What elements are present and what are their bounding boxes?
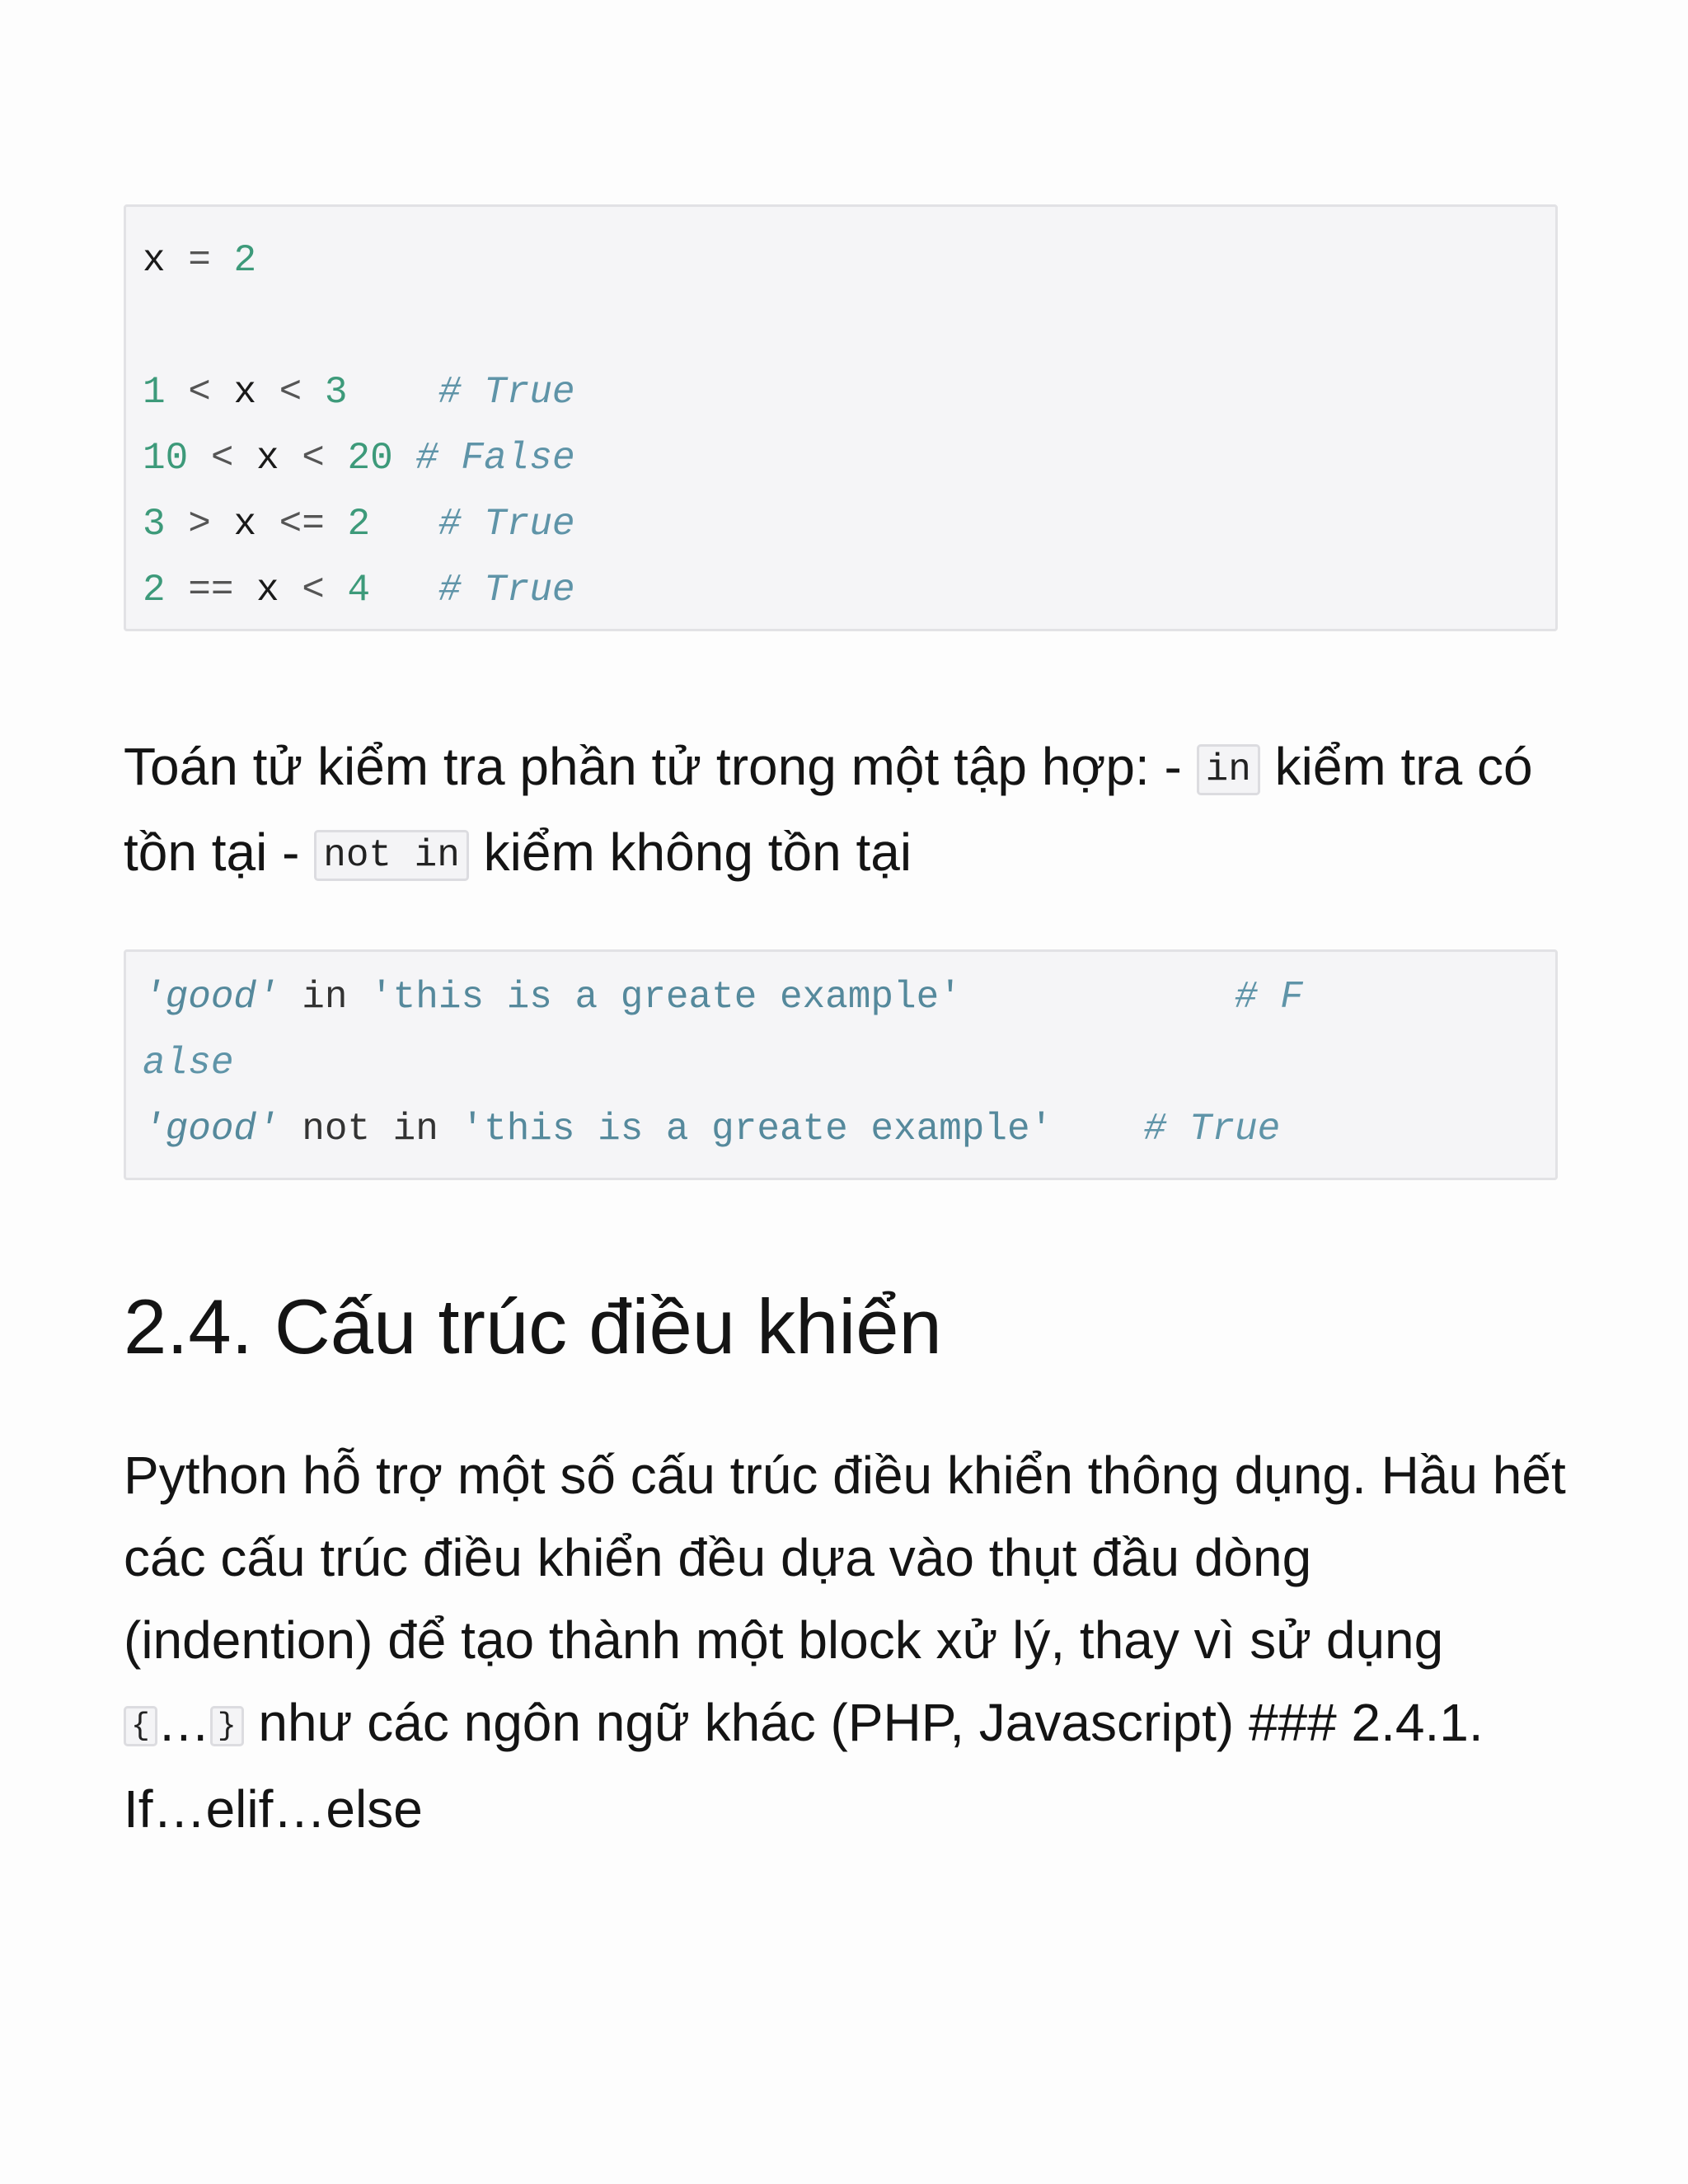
code-token: 'good' <box>143 976 279 1019</box>
code-token: < <box>188 437 257 480</box>
code-token: # True <box>438 371 575 414</box>
code-block-membership <box>124 949 1558 1180</box>
code-token: 'good' <box>143 1108 279 1151</box>
ellipsis-text: … <box>157 1693 210 1752</box>
code-line <box>143 1096 1555 1162</box>
paragraph-text: như các ngôn ngữ khác (PHP, Javascript) ### 2.4.1. If…elif…else <box>124 1693 1484 1839</box>
inline-code-in: in <box>1197 744 1260 795</box>
code-token: 3 <box>143 503 166 546</box>
code-token: < <box>256 371 325 414</box>
code-token: < <box>279 437 348 480</box>
code-token: not in <box>279 1108 462 1151</box>
code-token: 2 <box>233 239 257 282</box>
inline-code-not-in: not in <box>314 830 469 881</box>
code-token: 3 <box>324 371 348 414</box>
code-token: # True <box>438 569 575 612</box>
code-token <box>370 503 438 546</box>
code-token: < <box>165 371 234 414</box>
inline-code-open-brace: { <box>124 1706 157 1746</box>
code-token: 10 <box>143 437 189 480</box>
inline-code-close-brace: } <box>210 1706 244 1746</box>
code-token: > <box>165 503 234 546</box>
code-token <box>347 371 438 414</box>
code-token: = <box>165 239 234 282</box>
code-token <box>393 437 416 480</box>
code-token: 2 <box>143 569 166 612</box>
code-line <box>143 557 1555 623</box>
section-heading: 2.4. Cấu trúc điều khiển <box>124 1283 942 1370</box>
code-token: x <box>256 437 279 480</box>
code-token: x <box>143 239 166 282</box>
code-token: # True <box>1143 1108 1281 1151</box>
code-token <box>1053 1108 1143 1151</box>
paragraph-text: kiểm không tồn tại <box>468 823 912 882</box>
code-token: x <box>256 569 279 612</box>
paragraph-text: Python hỗ trợ một số cấu trúc điều khiển thông dụng. Hầu hết các cấu trúc điều khiển đều dựa vào thụt đầu dòng (indention) để tạo thành một block xử lý, thay vì sử dụng <box>124 1446 1566 1670</box>
code-line <box>143 491 1555 557</box>
paragraph-text: Toán tử kiểm tra phần tử trong một tập hợp: - <box>124 737 1197 796</box>
code-token <box>370 569 438 612</box>
code-line <box>143 359 1555 425</box>
code-token: == <box>165 569 257 612</box>
code-block-comparison <box>124 204 1558 631</box>
paragraph-text: kiểm tra có tồn tại - <box>124 737 1533 882</box>
code-token: alse <box>143 1042 234 1085</box>
code-token: < <box>279 569 348 612</box>
membership-operators-paragraph <box>124 725 1574 897</box>
code-line <box>143 1030 1555 1096</box>
code-token <box>962 976 1235 1019</box>
code-token: # False <box>415 437 575 480</box>
code-token: in <box>279 976 371 1019</box>
code-line <box>143 293 1555 359</box>
code-token: 2 <box>347 503 371 546</box>
code-line <box>143 425 1555 491</box>
code-token: 'this is a greate example' <box>370 976 962 1019</box>
code-token: <= <box>256 503 348 546</box>
code-token: 1 <box>143 371 166 414</box>
code-token: # F <box>1235 976 1303 1019</box>
control-structures-paragraph <box>124 1434 1574 1850</box>
code-line <box>143 964 1555 1030</box>
code-token: x <box>233 371 257 414</box>
code-token: 4 <box>347 569 371 612</box>
code-token: 'this is a greate example' <box>461 1108 1053 1151</box>
code-token: 20 <box>347 437 393 480</box>
code-token: # True <box>438 503 575 546</box>
code-token: x <box>233 503 257 546</box>
code-line <box>143 227 1555 293</box>
